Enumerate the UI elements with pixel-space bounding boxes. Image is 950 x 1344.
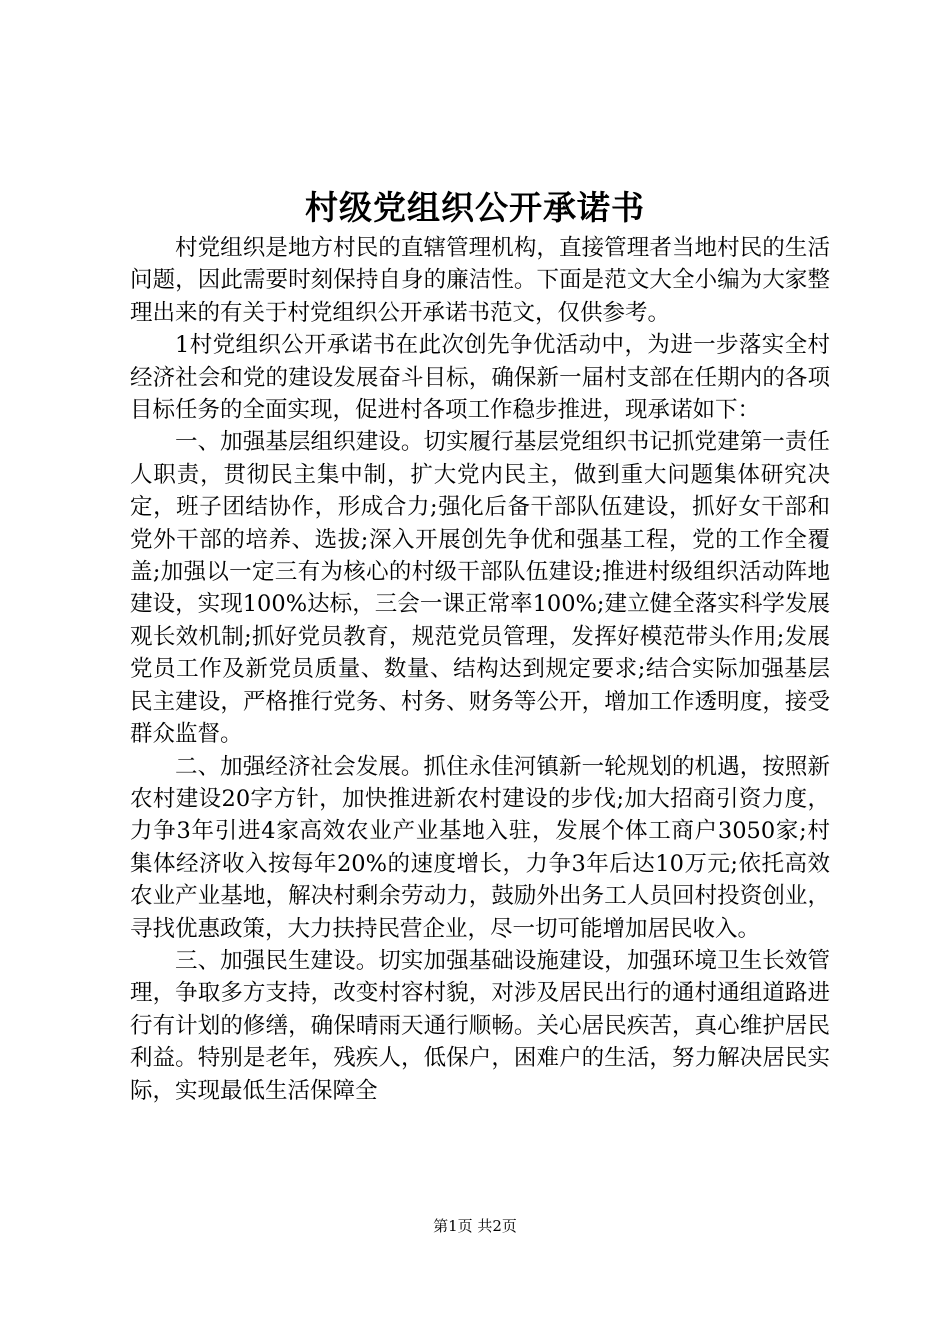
- paragraph-section-2: 二、加强经济社会发展。抓住永佳河镇新一轮规划的机遇，按照新农村建设20字方针，加快推进新农村建设的步伐;加大招商引资力度，力争3年引进4家高效农业产业基地入驻，发展个体工商户3050家;村集体经济收入按每年20%的速度增长，力争3年后达10万元;依托高效农业产业基地，解决村剩余劳动力，鼓励外出务工人员回村投资创业，寻找优惠政策，大力扶持民营企业，尽一切可能增加居民收入。: [130, 753, 830, 942]
- page-footer: 第1页 共2页: [433, 1217, 517, 1235]
- paragraph-intro: 村党组织是地方村民的直辖管理机构，直接管理者当地村民的生活问题，因此需要时刻保持自身的廉洁性。下面是范文大全小编为大家整理出来的有关于村党组织公开承诺书范文，仅供参考。: [130, 235, 830, 326]
- document-body: [130, 232, 830, 1107]
- document-title: 村级党组织公开承诺书: [305, 188, 645, 227]
- paragraph-preamble: 1村党组织公开承诺书在此次创先争优活动中，为进一步落实全村经济社会和党的建设发展奋斗目标，确保新一届村支部在任期内的各项目标任务的全面实现，促进村各项工作稳步推进，现承诺如下：: [130, 332, 830, 424]
- paragraph-section-3: 三、加强民生建设。切实加强基础设施建设，加强环境卫生长效管理，争取多方支持，改变村容村貌，对涉及居民出行的通村通组道路进行有计划的修缮，确保晴雨天通行顺畅。关心居民疾苦，真心维护居民利益。特别是老年，残疾人，低保户，困难户的生活，努力解决居民实际，实现最低生活保障全: [130, 947, 830, 1104]
- paragraph-section-1: 一、加强基层组织建设。切实履行基层党组织书记抓党建第一责任人职责，贯彻民主集中制，扩大党内民主，做到重大问题集体研究决定，班子团结协作，形成合力;强化后备干部队伍建设，抓好女干部和党外干部的培养、选拔;深入开展创先争优和强基工程，党的工作全覆盖;加强以一定三有为核心的村级干部队伍建设;推进村级组织活动阵地建设，实现100%达标，三会一课正常率100%;建立健全落实科学发展观长效机制;抓好党员教育，规范党员管理，发挥好模范带头作用;发展党员工作及新党员质量、数量、结构达到规定要求;结合实际加强基层民主建设，严格推行党务、村务、财务等公开，增加工作透明度，接受群众监督。: [130, 429, 830, 748]
